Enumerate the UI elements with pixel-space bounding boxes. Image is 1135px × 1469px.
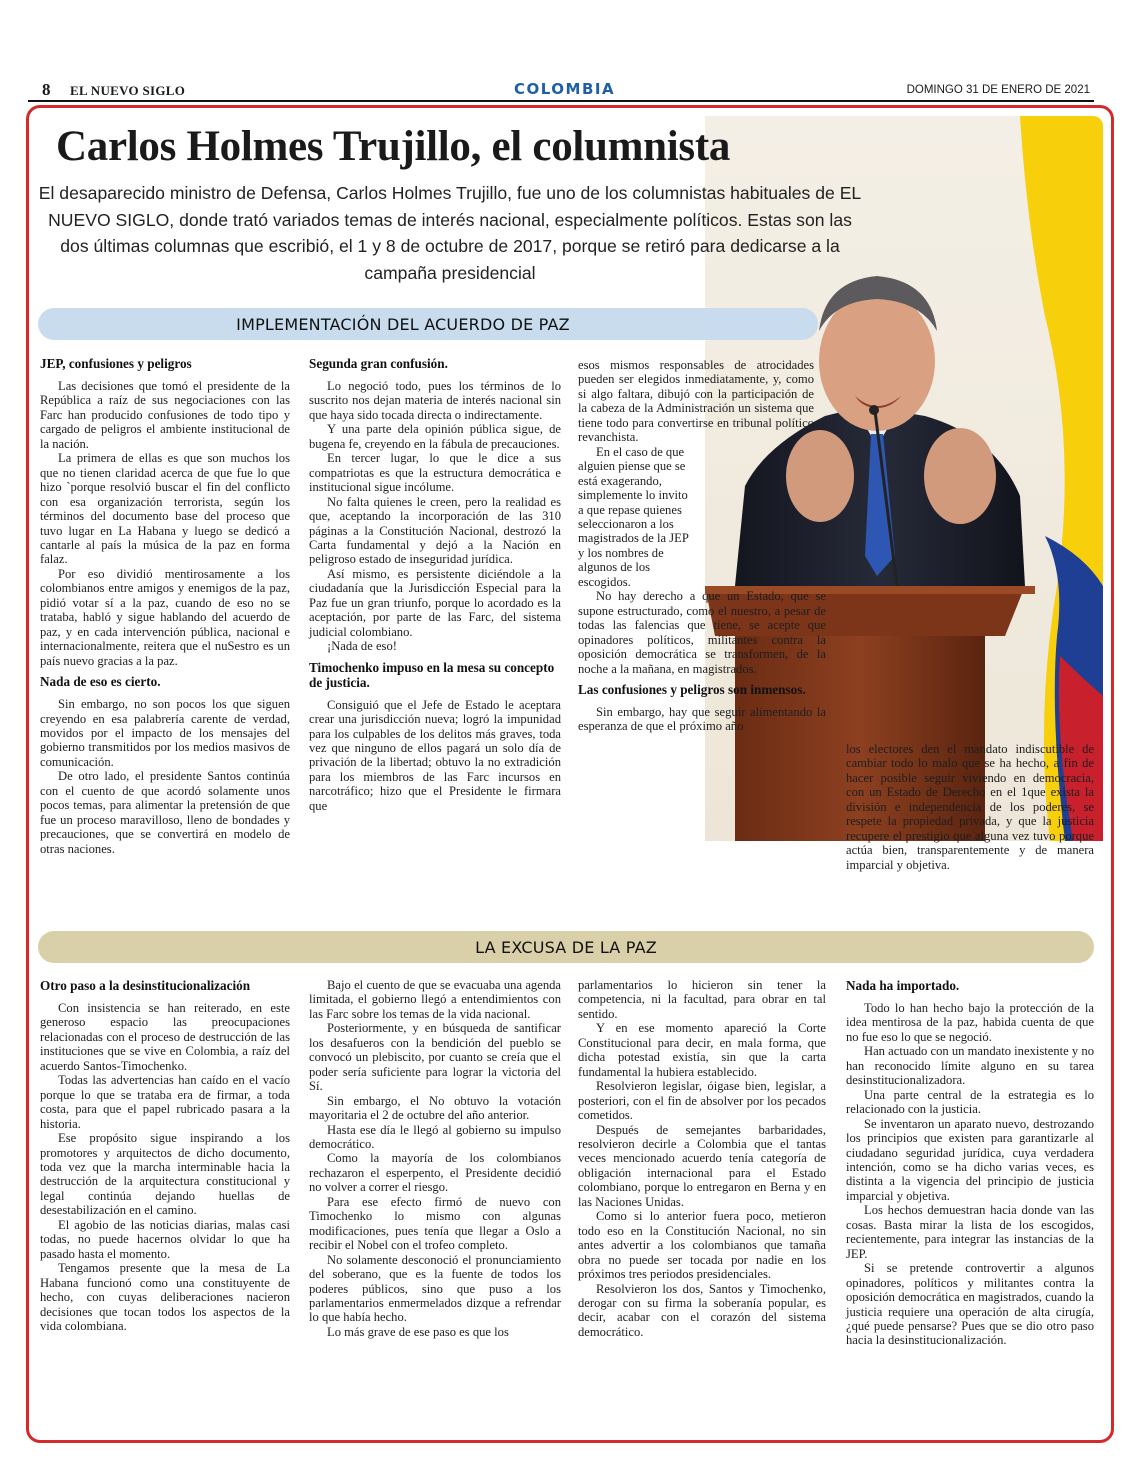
paragraph: Como si lo anterior fuera poco, metieron todo eso en la Constitución Nacional, no sin antes advertir a los colombianos que tamaña obra no puede ser tocada por nadie en los próximos tres periodos presidenciales. [578, 1209, 826, 1282]
subhead: Nada ha importado. [846, 978, 960, 993]
column-5 [40, 978, 290, 1333]
section-title: LA EXCUSA DE LA PAZ [475, 937, 657, 957]
newspaper-name: EL NUEVO SIGLO [70, 83, 186, 98]
paragraph: ¡Nada de eso! [327, 639, 397, 654]
paragraph: Una parte central de la estrategia es lo relacionado con la justicia. [846, 1087, 1094, 1117]
paragraph: La primera de ellas es que son muchos los que no tienen claridad acerca de que fue lo que hizo `porque resolvió buscar el fin del conflicto con esa organización terrorista, según los términos del documento base del proceso que tuvo lugar en La Habana y luego se dedicó a cantarle al país la música de la paz en forma falaz. [40, 451, 290, 567]
paragraph: No solamente desconoció el pronunciamiento del soberano, que es la fuente de todos los poderes públicos, sino que puso a los parlamentarios enmermelados dizque a refrendar lo que había hecho. [309, 1252, 561, 1325]
paragraph: Los hechos demuestran hacia donde van las cosas. Basta mirar la lista de los escogidos, recientemente, para integrar las instancias de la JEP. [846, 1203, 1094, 1261]
paragraph: Bajo el cuento de que se evacuaba una agenda limitada, el gobierno llegó a entendimientos con las Farc sobre los temas de la vida nacional. [309, 978, 561, 1021]
subhead: Otro paso a la desinstitucionalización [40, 978, 251, 993]
column-8 [846, 978, 1094, 1348]
paragraph: Resolvieron los dos, Santos y Timochenko, derogar con su firma la soberanía popular, es decir, acabar con el corazón del sistema democrático. [578, 1281, 826, 1339]
masthead [28, 80, 1098, 102]
paragraph: En tercer lugar, lo que le dice a sus compatriotas es que la estructura democrática e institucional sigue incólume. [309, 451, 561, 495]
paragraph: Y una parte dela opinión pública sigue, de bugena fe, creyendo en la fábula de precauciones. [309, 422, 561, 451]
paragraph: esos mismos responsables de atrocidades pueden ser elegidos inmediatamente, y, como si algo faltara, dibujó con la participación de la cabeza de la Administración un sistema que tiene todo para convertirse en tribunal político revanchista. [578, 358, 814, 445]
section-bar-peace-agreement [38, 308, 818, 340]
paragraph: En el caso de que alguien piense que se está exagerando, simplemente lo invito a que repase quienes seleccionaron a los magistrados de la JEP y los nombres de algunos de los escogidos. [578, 444, 689, 589]
column-3 [578, 358, 826, 734]
column-7 [578, 978, 826, 1339]
paragraph: parlamentarios lo hicieron sin tener la competencia, ni la facultad, para obrar en tal sentido. [578, 978, 826, 1021]
paragraph: Así mismo, es persistente diciéndole a la ciudadanía que la Jurisdicción Especial para la Paz fue un gran triunfo, porque lo acordado es la aceptación, por parte de las Farc, del sistema judicial colombiano. [309, 566, 561, 639]
column-4 [846, 742, 1094, 872]
paragraph: Todas las advertencias han caído en el vacío porque lo que se trataba era de firmar, a toda costa, para que el papel rubricado pasara a la historia. [40, 1073, 290, 1131]
issue-date: DOMINGO 31 DE ENERO DE 2021 [906, 84, 1090, 96]
paragraph: Después de semejantes barbaridades, resolvieron decirle a Colombia que el tantas veces mencionado acuerdo tenía categoría de obligación internacional para el Estado colombiano, porque lo entregaron en Berna y en las Naciones Unidas. [578, 1122, 826, 1209]
paragraph: Como la mayoría de los colombianos rechazaron el esperpento, el Presidente decidió no volver a correr el riesgo. [309, 1151, 561, 1195]
column-2 [309, 356, 561, 813]
paragraph: Tengamos presente que la mesa de La Habana funcionó como una constituyente de hecho, con cuyas deliberaciones nacieron decisiones que tocan todos los aspectos de la vida colombiana. [40, 1261, 290, 1333]
paragraph: Han actuado con un mandato inexistente y no han reconocido límite alguno en su tarea desinstitucionalizadora. [846, 1044, 1094, 1088]
paragraph: No hay derecho a que un Estado, que se supone estructurado, como el nuestro, a pesar de todas las falencias que tiene, se acepte que opinadores políticos, militantes contra la oposición democrática se transformen, de la noche a la mañana, en magistrados. [578, 589, 826, 676]
paragraph: Con insistencia se han reiterado, en este generoso espacio las preocupaciones relacionadas con el proceso de destrucción de las instituciones que se vive en Colombia, a raíz del acuerdo Santos-Timochenko. [40, 1001, 290, 1073]
paragraph: Resolvieron legislar, óigase bien, legislar, a posteriori, con el fin de absolver por los pecados cometidos. [578, 1079, 826, 1123]
paragraph: Si se pretende controvertir a algunos opinadores, políticos y militantes contra la oposición democrática en magistrados, cuando la justicia requiere una operación de alta cirugía, ¿qué puede pensarse? Pues que se dio otro paso hacia la desinstitucionalización. [846, 1261, 1094, 1348]
page-number: 8 [42, 80, 51, 99]
section-bar-peace-excuse [38, 931, 1094, 963]
subhead: Nada de eso es cierto. [40, 674, 161, 690]
headline: Carlos Holmes Trujillo, el columnista [56, 123, 731, 170]
paragraph: Ese propósito sigue inspirando a los promotores y arquitectos de dicho documento, toda vez que la marcha interminable hacia la destrucción de la arquitectura constitucional y legal continúa dejando huellas de desestabilización en el camino. [40, 1131, 290, 1218]
paragraph: No falta quienes le creen, pero la realidad es que, aceptando la incorporación de las 310 páginas a la Constitución Nacional, destrozó la Carta fundamental y dejó a la Nación en peligroso estado de inseguridad jurídica. [309, 494, 561, 567]
paragraph: Lo negoció todo, pues los términos de lo suscrito nos dejan materia de interés nacional sin que haya sido tocada directa o indirectamente. [309, 379, 561, 422]
subhead: Las confusiones y peligros son inmensos. [578, 681, 806, 697]
paragraph: Hasta ese día le llegó al gobierno su impulso democrático. [309, 1122, 561, 1151]
paragraph: Sin embargo, el No obtuvo la votación mayoritaria el 2 de octubre del año anterior. [309, 1093, 561, 1123]
subhead: Segunda gran confusión. [309, 356, 448, 371]
paragraph: El agobio de las noticias diarias, malas casi todas, no puede hacernos olvidar lo que ha pasado hasta el momento. [40, 1217, 290, 1261]
subhead: JEP, confusiones y peligros [40, 356, 192, 371]
paragraph: los electores den el mandato indiscutible de cambiar todo lo malo que se ha hecho, a fin de hacer posible seguir viviendo en democracia, con un Estado de Derecho en el 1que exista la división e independencia de los poderes, se respete la propiedad privada, y que la justicia recupere el prestigio que alguna vez tuvo porque actúa bien, transparentemente y de manera imparcial y objetiva. [846, 742, 1094, 872]
paragraph: Por eso dividió mentirosamente a los colombianos entre amigos y enemigos de la paz, pidió votar sí a la paz, cuando de eso no se trataba, habló y sigue hablando del acuerdo de paz, y en cada intervención pública, nacional e internacionalmente, reitera que el nuSestro es un país nuevo gracias a la paz. [40, 566, 290, 668]
column-6 [309, 978, 561, 1339]
paragraph: Todo lo han hecho bajo la protección de la idea mentirosa de la paz, habida cuenta de que no fue eso lo que se negoció. [846, 1001, 1094, 1044]
section-label: COLOMBIA [514, 80, 616, 98]
paragraph: Se inventaron un aparato nuevo, destrozando los principios que existen para garantizarle al ciudadano seguridad jurídica, cuya verdadera intención, como se ha dicho varias veces, es distinta a la vigencia del principio de justicia imparcial y objetiva. [846, 1116, 1094, 1203]
section-title: IMPLEMENTACIÓN DEL ACUERDO DE PAZ [236, 314, 570, 334]
paragraph: Sin embargo, no son pocos los que siguen creyendo en esa palabrería carente de verdad, movidos por el impacto de los mensajes del gobierno transmitidos por los medios masivos de comunicación. [40, 697, 290, 769]
masthead-divider [28, 100, 1094, 102]
paragraph: Y en ese momento apareció la Corte Constitucional para decir, en mala forma, que dicha potestad existía, sin que la carta fundamental la hubiera establecido. [578, 1021, 826, 1079]
paragraph: Posteriormente, y en búsqueda de santificar los desafueros con la bendición del pueblo se convocó un plebiscito, por cuanto se creía que el poder sería suficiente para lograr la victoria del Sí. [309, 1021, 561, 1094]
article-deck: El desaparecido ministro de Defensa, Carlos Holmes Trujillo, fue uno de los columnistas habituales de EL NUEVO SIGLO, donde trató variados temas de interés nacional, especialmente políticos. Estas son las dos últimas columnas que escribió, el 1 y 8 de octubre de 2017, porque se retiró para dedicarse a la campaña presidencial [38, 183, 862, 283]
paragraph: Para ese efecto firmó de nuevo con Timochenko lo mismo con algunas modificaciones, pues tenía que llegar a Oslo a recibir el Nobel con el trofeo completo. [309, 1194, 561, 1253]
paragraph: Lo más grave de ese paso es que los [327, 1324, 509, 1339]
paragraph: Sin embargo, hay que seguir alimentando la esperanza de que el próximo año [578, 704, 826, 734]
paragraph: De otro lado, el presidente Santos continúa con el cuento de que acordó solamente unos pocos temas, para alimentar la pretensión de que fue un proceso maravilloso, lleno de bondades y precauciones, que se convertirá en modelo de otras naciones. [40, 769, 290, 856]
paragraph: Consiguió que el Jefe de Estado le aceptara crear una jurisdicción nueva; logró la impunidad para los culpables de los delitos más graves, toda vez que ninguno de ellos pagará un solo día de privación de la libertad; obtuvo la no extradición para los miembros de las Farc incursos en narcotráfico; hizo que el Presidente le firmara que [309, 697, 561, 813]
paragraph: Las decisiones que tomó el presidente de la República a raíz de sus negociaciones con las Farc han producido confusiones de todo tipo y cargado de peligros el ambiente institucional de la nación. [40, 379, 290, 451]
column-1 [40, 356, 290, 856]
subhead: Timochenko impuso en la mesa su concepto de justicia. [309, 659, 555, 690]
